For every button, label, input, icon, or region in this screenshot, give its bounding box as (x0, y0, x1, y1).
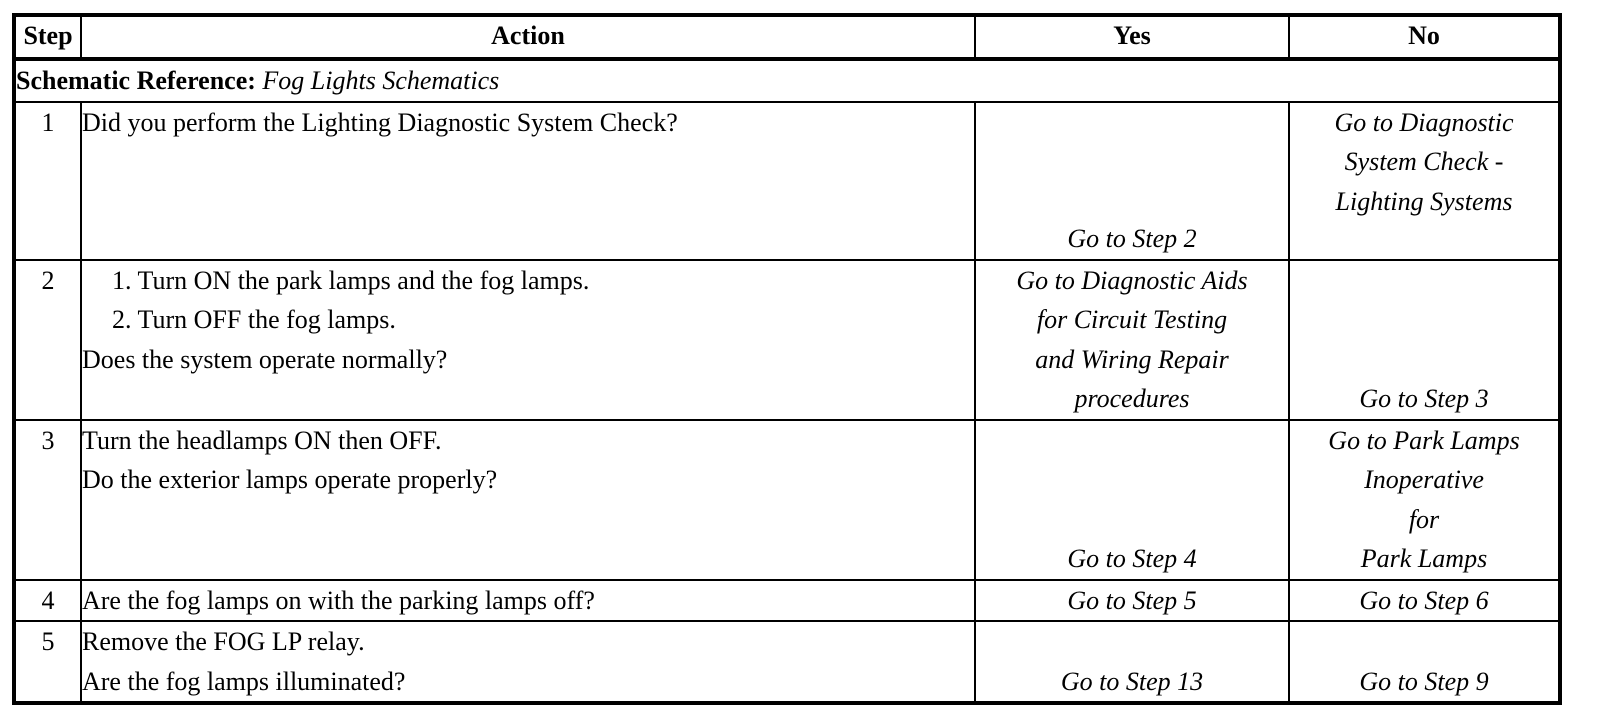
no-cell (1289, 260, 1560, 420)
yes-cell (975, 420, 1289, 580)
table-row (14, 260, 1560, 420)
action-question: Are the fog lamps illuminated? (82, 666, 406, 696)
step-number: 4 (14, 580, 81, 622)
action-text: Turn the headlamps ON then OFF. (82, 425, 442, 455)
table-row (14, 420, 1560, 580)
table-row (14, 580, 1560, 622)
schematic-reference (14, 59, 1560, 102)
schematic-reference-label: Schematic Reference: (16, 66, 256, 95)
action-text: Did you perform the Lighting Diagnostic System Check? (82, 107, 678, 137)
action-list-item: 1. Turn ON the park lamps and the fog lamps. (112, 265, 590, 295)
no-cell (1289, 580, 1560, 622)
action-cell (81, 102, 975, 260)
no-cell (1289, 621, 1560, 703)
no-cell (1289, 102, 1560, 260)
step-number: 5 (14, 621, 81, 703)
step-number: 3 (14, 420, 81, 580)
schematic-reference-row (14, 59, 1560, 102)
yes-cell (975, 260, 1289, 420)
header-step: Step (14, 15, 81, 59)
step-number: 1 (14, 102, 81, 260)
action-cell (81, 260, 975, 420)
action-question: Does the system operate normally? (82, 344, 448, 374)
table-row (14, 621, 1560, 703)
no-cell (1289, 420, 1560, 580)
header-action: Action (81, 15, 975, 59)
table-row (14, 102, 1560, 260)
no-link[interactable]: Go to Step 3 (1359, 384, 1489, 413)
no-link[interactable]: Go to Park Lamps (1328, 425, 1520, 455)
action-question: Do the exterior lamps operate properly? (82, 465, 498, 494)
header-row (14, 15, 1560, 59)
no-link[interactable]: Go to Step 9 (1359, 666, 1489, 696)
no-link[interactable]: Go to Step 6 (1359, 585, 1489, 615)
yes-cell (975, 621, 1289, 703)
header-no: No (1289, 15, 1560, 59)
action-list-item: 2. Turn OFF the fog lamps. (112, 305, 396, 334)
no-link[interactable]: Park Lamps (1360, 544, 1488, 573)
diagnostic-table (12, 13, 1562, 705)
yes-link[interactable]: Go to Step 2 (1067, 224, 1197, 253)
yes-link[interactable]: Go to Step 4 (1067, 544, 1197, 573)
schematic-reference-link[interactable]: Fog Lights Schematics (262, 66, 500, 95)
no-link[interactable]: for (1408, 504, 1440, 534)
action-cell (81, 621, 975, 703)
yes-link[interactable]: and Wiring Repair (1035, 344, 1229, 374)
header-yes: Yes (975, 15, 1289, 59)
no-link[interactable]: System Check - (1344, 147, 1504, 176)
yes-link[interactable]: Go to Step 13 (1060, 666, 1204, 696)
no-link[interactable]: Inoperative (1364, 465, 1484, 494)
yes-cell (975, 580, 1289, 622)
action-question: Are the fog lamps on with the parking lamps off? (82, 585, 595, 615)
yes-link[interactable]: Go to Diagnostic Aids (1016, 265, 1248, 295)
no-link[interactable]: Lighting Systems (1335, 186, 1513, 216)
diagnostic-table-wrapper (12, 13, 1562, 705)
action-text: Remove the FOG LP relay. (82, 627, 365, 656)
yes-link[interactable]: procedures (1074, 384, 1190, 413)
action-cell (81, 420, 975, 580)
yes-link[interactable]: Go to Step 5 (1067, 585, 1197, 615)
no-link[interactable]: Go to Diagnostic (1334, 107, 1514, 137)
yes-link[interactable]: for Circuit Testing (1036, 305, 1228, 334)
yes-cell (975, 102, 1289, 260)
step-number: 2 (14, 260, 81, 420)
action-cell (81, 580, 975, 622)
